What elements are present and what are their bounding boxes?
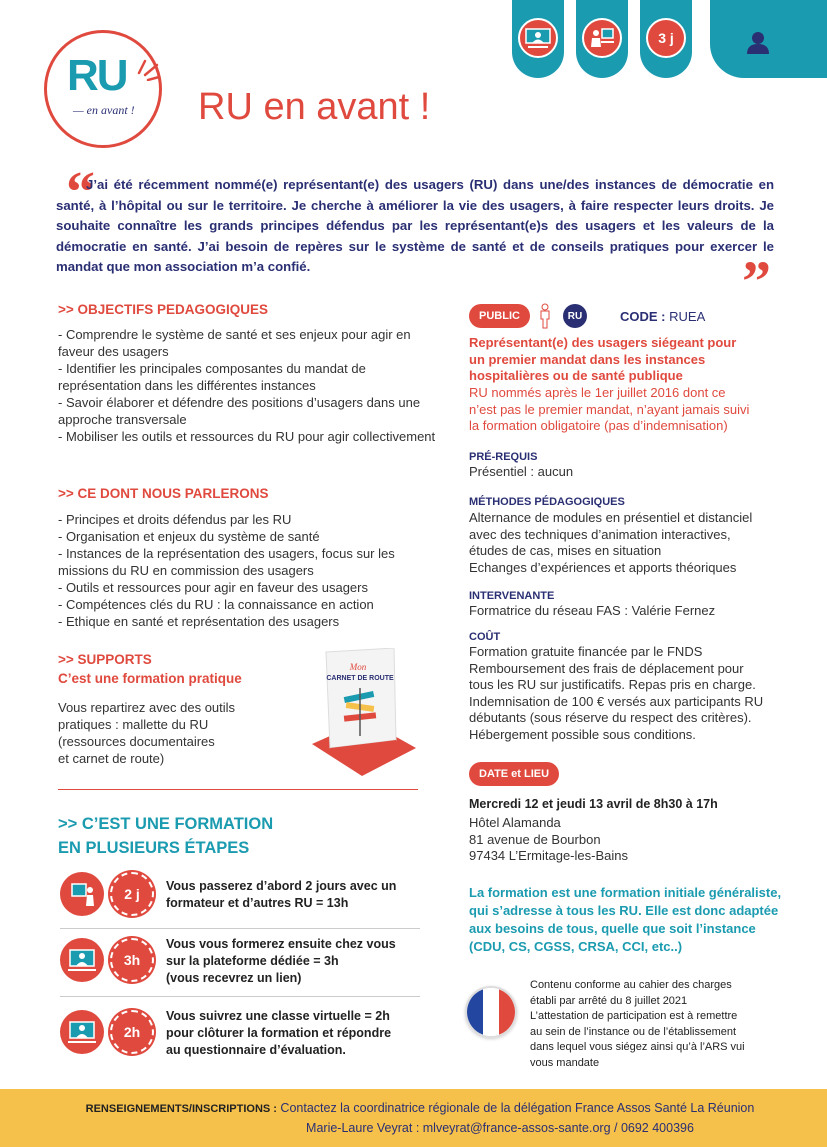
ru-badge: RU (563, 304, 587, 328)
methodes-line: avec des techniques d’animation interactives, (469, 526, 731, 542)
formation-info (469, 884, 819, 956)
footer-contact: Marie-Laure Veyrat : mlveyrat@france-assos-sante.org / 0692 400396 (306, 1121, 694, 1135)
note-line: au sein de l’instance ou de l’établissement (530, 1025, 737, 1038)
cout-line: Hébergement possible sous conditions. (469, 726, 696, 742)
list-item: - Savoir élaborer et défendre des positions d’usagers dans une approche transversale (58, 395, 421, 427)
code-label: CODE : (620, 309, 666, 324)
step-line: sur la plateforme dédiée = 3h (166, 954, 339, 968)
step-row (60, 1010, 420, 1060)
tab-presentiel (512, 0, 564, 78)
supports-line: et carnet de route) (58, 751, 165, 766)
cout-line: tous les RU sur justificatifs. Repas pris en charge. (469, 677, 756, 692)
etapes-title (58, 812, 273, 860)
date-value: Mercredi 12 et jeudi 13 avril de 8h30 à 17h (469, 797, 718, 811)
footer-line: Contactez la coordinatrice régionale de la délégation France Assos Santé La Réunion (280, 1101, 755, 1115)
supports-title: >> SUPPORTS (58, 652, 152, 667)
code-value: RUEA (669, 309, 706, 324)
divider (60, 928, 420, 929)
page-title: RU en avant ! (198, 86, 431, 128)
cout-line: débutants (sous réserve du respect des critères). (469, 710, 752, 725)
cout-heading: COÛT (469, 631, 501, 643)
methodes-line: études de cas, mises en situation (469, 543, 662, 558)
step-duration-badge: 2 j (110, 872, 154, 916)
list-item: - Outils et ressources pour agir en faveur des usagers (58, 580, 368, 595)
public-line: un premier mandat dans les instances (469, 351, 706, 367)
supports-subtitle: C’est une formation pratique (58, 671, 242, 686)
objectifs-title: >> OBJECTIFS PEDAGOGIQUES (58, 302, 269, 317)
step-text (166, 936, 416, 987)
divider (58, 789, 418, 790)
cout-line: Remboursement des frais de déplacement pour (469, 660, 744, 676)
list-item: - Compétences clés du RU : la connaissance en action (58, 597, 374, 612)
public-line: la formation obligatoire (pas d’indemnisation) (469, 418, 728, 433)
step-line: pour clôturer la formation et répondre (166, 1026, 392, 1040)
person-icon (538, 303, 552, 329)
intervenante-heading: INTERVENANTE (469, 590, 555, 602)
book-label-2: CARNET DE ROUTE (326, 675, 394, 682)
supports-text (58, 699, 298, 767)
logo-main: RU (67, 51, 127, 100)
french-flag-icon (465, 986, 517, 1038)
public-label: PUBLIC (469, 304, 530, 328)
prerequis-value: Présentiel : aucun (469, 464, 574, 479)
step-line: Vous suivrez une classe virtuelle = 2h (166, 1009, 390, 1023)
classroom-icon (60, 872, 104, 916)
methodes-text (469, 510, 809, 576)
step-row (60, 938, 420, 988)
list-item: - Ethique en santé et représentation des usagers (58, 614, 340, 629)
note-line: L’attestation de participation est à remettre (530, 1010, 738, 1022)
divider (60, 996, 420, 997)
supports-line: (ressources documentaires (58, 734, 215, 749)
tab-elearning (576, 0, 628, 78)
list-item: - Organisation et enjeux du système de santé (58, 529, 320, 544)
footer-text (40, 1099, 800, 1138)
public-note (469, 385, 809, 435)
intervenante-value: Formatrice du réseau FAS : Valérie Fernez (469, 603, 716, 618)
info-line: qui s’adresse à tous les RU. Elle est donc adaptée (469, 903, 779, 918)
intro-quote-text: J’ai été récemment nommé(e) représentant(e) des usagers (RU) dans une/des instances de démocratie en santé, à l’hôpital ou sur le territoire. Je cherche à améliorer la vie des usagers, à faire respecter leurs droits. Je souhaite connaître les grands principes défendus par les représentant(e)s des usagers et les valeurs de la démocratie en santé. J’ai besoin de repères sur le système de santé et de conseils pratiques pour exercer le mandat que mon association m’a confié. (56, 177, 774, 275)
step-line: Vous vous formerez ensuite chez vous (166, 937, 396, 951)
info-line: aux besoins de tous, quelle que soit l’instance (469, 921, 756, 936)
footer (0, 1089, 827, 1147)
supports-line: pratiques : mallette du RU (58, 717, 209, 732)
step-line: au questionnaire d’évaluation. (166, 1043, 346, 1057)
logo-tagline: — en avant ! (73, 103, 135, 117)
step-line: (vous recevrez un lien) (166, 971, 302, 985)
intro-quote (56, 175, 774, 278)
step-line: formateur et d’autres RU = 13h (166, 896, 349, 910)
list-item: - Identifier les principales composantes du mandat de représentation dans les différentes instances (58, 361, 366, 393)
parlerons-title: >> CE DONT NOUS PARLERONS (58, 486, 269, 501)
step-text (166, 878, 416, 912)
step-line: Vous passerez d’abord 2 jours avec un (166, 879, 397, 893)
objectifs-list (58, 326, 438, 445)
code (620, 309, 705, 324)
methodes-line: Echanges d’expériences et apports théoriques (469, 559, 737, 575)
virtual-class-icon (60, 1010, 104, 1054)
parlerons-list (58, 511, 428, 630)
supports-line: Vous repartirez avec des outils (58, 700, 236, 715)
footer-label: RENSEIGNEMENTS/INSCRIPTIONS : (85, 1103, 277, 1115)
tab-user (710, 0, 827, 78)
user-icon (745, 30, 771, 54)
date-label: DATE et LIEU (469, 762, 559, 786)
list-item: - Mobiliser les outils et ressources du RU pour agir collectivement (58, 429, 436, 444)
etapes-title-line: >> C’EST UNE FORMATION (58, 815, 274, 833)
step-duration-badge: 3h (110, 938, 154, 982)
cout-line: Formation gratuite financée par le FNDS (469, 644, 703, 659)
note-line: vous mandate (530, 1056, 600, 1069)
step-row (60, 872, 420, 922)
tab-duration (640, 0, 692, 78)
date-pill (469, 762, 559, 786)
computer-user-icon (582, 18, 622, 58)
step-text (166, 1008, 416, 1059)
note-line: Contenu conforme au cahier des charges (530, 979, 732, 991)
book-label-1: Mon (349, 662, 367, 672)
public-line: RU nommés après le 1er juillet 2016 dont ce (469, 385, 726, 400)
note-line: établi par arrêté du 8 juillet 2021 (530, 994, 688, 1007)
etapes-title-line: EN PLUSIEURS ÉTAPES (58, 839, 250, 857)
public-description (469, 335, 809, 385)
public-line: Représentant(e) des usagers siégeant pour (469, 335, 737, 350)
duration-badge: 3 j (646, 18, 686, 58)
lieu-line: Hôtel Alamanda (469, 815, 561, 830)
public-pill (469, 304, 530, 328)
rays-icon (135, 55, 161, 81)
methodes-line: Alternance de modules en présentiel et distanciel (469, 510, 753, 525)
public-line: hospitalières ou de santé publique (469, 368, 683, 383)
logo (44, 30, 162, 148)
info-line: La formation est une formation initiale généraliste, (469, 885, 782, 900)
carnet-de-route-image (300, 648, 420, 776)
list-item: - Instances de la représentation des usagers, focus sur les missions du RU en commission des usagers (58, 546, 395, 578)
prerequis-heading: PRÉ-REQUIS (469, 451, 538, 463)
step-duration-badge: 2h (110, 1010, 154, 1054)
lieu-line: 81 avenue de Bourbon (469, 831, 601, 847)
cout-line: Indemnisation de 100 € versés aux participants RU (469, 693, 764, 709)
quote-close-icon: ” (742, 249, 771, 314)
classroom-icon (518, 18, 558, 58)
lieu-line: 97434 L’Ermitage-les-Bains (469, 848, 628, 863)
conformity-note (530, 978, 810, 1071)
public-line: n’est pas le premier mandat, n’ayant jamais suivi (469, 401, 750, 417)
methodes-heading: MÉTHODES PÉDAGOGIQUES (469, 496, 625, 508)
list-item: - Comprendre le système de santé et ses enjeux pour agir en faveur des usagers (58, 327, 411, 359)
cout-text (469, 644, 809, 743)
elearning-icon (60, 938, 104, 982)
note-line: dans lequel vous siégez ainsi qu’à l’ARS vui (530, 1041, 745, 1053)
quote-open-icon: “ (66, 159, 95, 224)
lieu-text (469, 815, 628, 865)
list-item: - Principes et droits défendus par les RU (58, 512, 292, 527)
info-line: (CDU, CS, CGSS, CRSA, CCI, etc..) (469, 939, 683, 954)
